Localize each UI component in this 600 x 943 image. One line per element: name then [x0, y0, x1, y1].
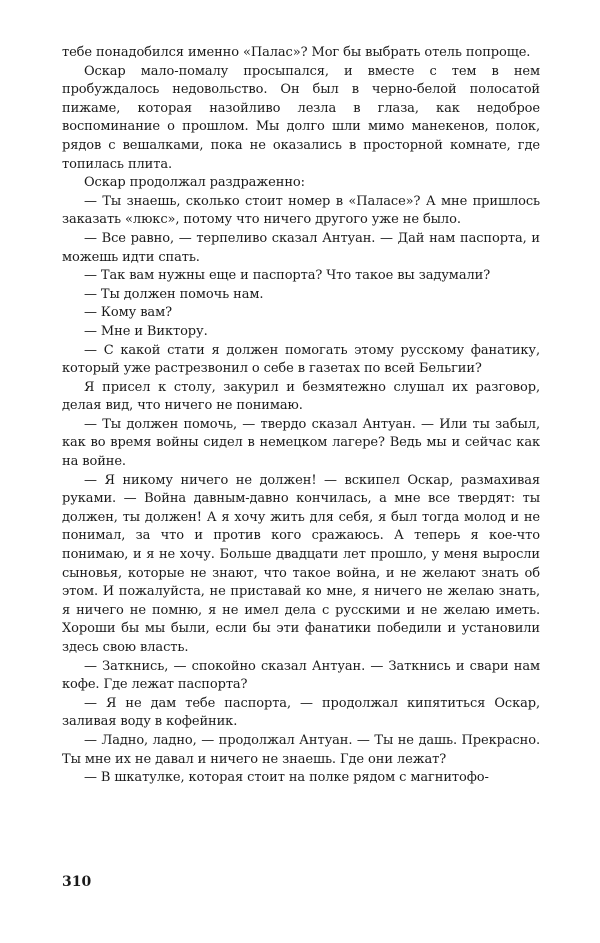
paragraph: — Ты должен помочь, — твердо сказал Антуан. — Или ты забыл, как во время войны сидел в немецком лагере? Ведь мы и сейчас как на войне.	[62, 416, 540, 470]
page-number: 310	[62, 874, 92, 890]
paragraph: — Кому вам?	[84, 305, 172, 321]
paragraph: — Мне и Виктору.	[84, 323, 208, 339]
paragraph: — В шкатулке, которая стоит на полке рядом с магнитофо-	[84, 770, 489, 786]
paragraph: Оскар мало-помалу просыпался, и вместе с тем в нем пробуждалось недовольство. Он был в черно-белой полосатой пижаме, которая назойливо лезла в глаза, как недоброе воспоминание о прошлом. Мы долго шли мимо манекенов, полок, рядов с вешалками, пока не оказались в просторной комнате, где топилась плита.	[62, 63, 540, 172]
paragraph: Я присел к столу, закурил и безмятежно слушал их разговор, делая вид, что ничего не понимаю.	[62, 379, 540, 414]
paragraph: — Я не дам тебе паспорта, — продолжал кипятиться Оскар, заливая воду в кофейник.	[62, 695, 540, 730]
paragraph: — Все равно, — терпеливо сказал Антуан. — Дай нам паспорта, и можешь идти спать.	[62, 230, 540, 265]
page-text	[62, 44, 540, 788]
paragraph: — Ты знаешь, сколько стоит номер в «Паласе»? А мне пришлось заказать «люкс», потому что ничего другого уже не было.	[62, 193, 540, 228]
paragraph: тебе понадобился именно «Палас»? Мог бы выбрать отель попроще.	[62, 45, 531, 60]
paragraph: — Так вам нужны еще и паспорта? Что такое вы задумали?	[84, 268, 491, 284]
paragraph: Оскар продолжал раздраженно:	[84, 175, 305, 191]
paragraph: — Я никому ничего не должен! — вскипел Оскар, размахивая руками. — Война давным-давно кончилась, а мне все твердят: ты должен, ты должен! А я хочу жить для себя, я был тогда молод и не понимал, за что и против кого сражаюсь. А теперь я кое-что понимаю, и я не хочу. Больше двадцати лет прошло, у меня выросли сыновья, которые не знают, что такое война, и не желают знать об этом. И пожалуйста, не приставай ко мне, я ничего не желаю знать, я ничего не помню, я не имел дела с русскими и не желаю иметь. Хороши бы мы были, если бы эти фанатики победили и установили здесь свою власть.	[62, 472, 540, 655]
paragraph: — С какой стати я должен помогать этому русскому фанатику, который уже растрезвонил о себе в газетах по всей Бельгии?	[62, 342, 540, 377]
paragraph: — Заткнись, — спокойно сказал Антуан. — Заткнись и свари нам кофе. Где лежат паспорта?	[62, 658, 540, 693]
paragraph: — Ты должен помочь нам.	[84, 286, 264, 302]
paragraph: — Ладно, ладно, — продолжал Антуан. — Ты не дашь. Прекрасно. Ты мне их не давал и ничего не знаешь. Где они лежат?	[62, 732, 540, 767]
